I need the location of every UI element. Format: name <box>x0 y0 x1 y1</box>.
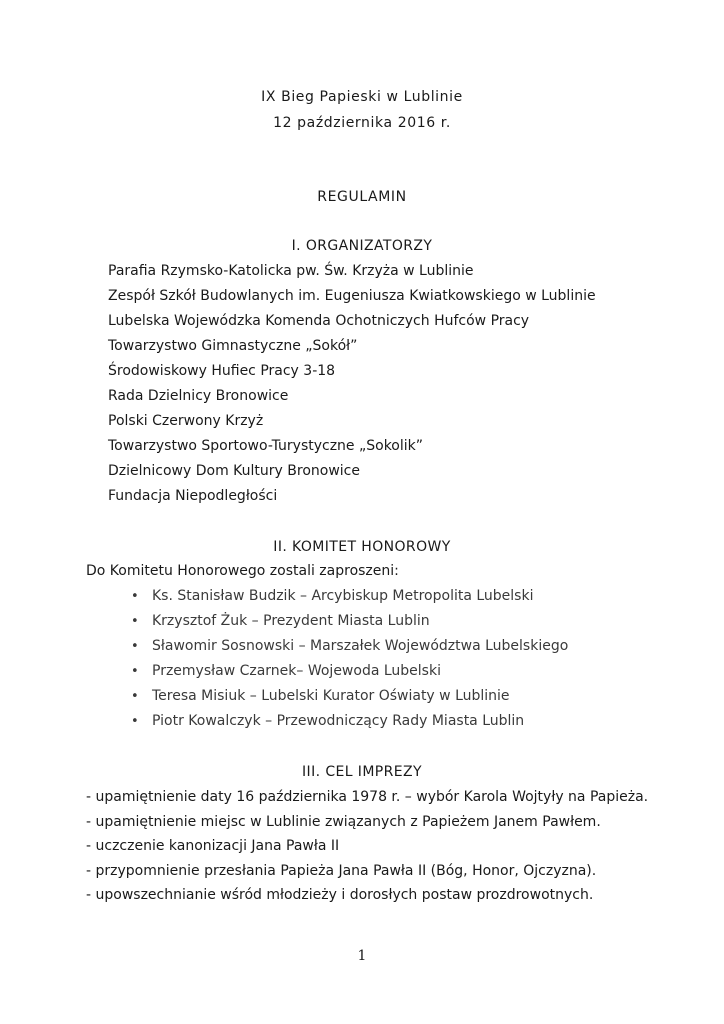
organizer-item: Zespół Szkół Budowlanych im. Eugeniusza Kwiatkowskiego w Lublinie <box>108 288 596 304</box>
goal-item: - upowszechnianie wśród młodzieży i dorosłych postaw prozdrowotnych. <box>86 887 594 903</box>
document-title: REGULAMIN <box>317 189 407 205</box>
committee-member: Ks. Stanisław Budzik – Arcybiskup Metropolita Lubelski <box>152 588 534 604</box>
event-title: IX Bieg Papieski w Lublinie <box>261 89 463 105</box>
bullet-icon: • <box>131 639 139 654</box>
organizer-item: Rada Dzielnicy Bronowice <box>108 388 289 404</box>
bullet-icon: • <box>131 664 139 679</box>
organizer-item: Fundacja Niepodległości <box>108 488 278 504</box>
goal-item: - uczczenie kanonizacji Jana Pawła II <box>86 838 340 854</box>
organizer-item: Dzielnicowy Dom Kultury Bronowice <box>108 463 360 479</box>
event-date: 12 października 2016 r. <box>273 115 451 131</box>
goal-item: - upamiętnienie miejsc w Lublinie związanych z Papieżem Janem Pawłem. <box>86 814 601 830</box>
committee-intro: Do Komitetu Honorowego zostali zaproszeni: <box>86 563 399 579</box>
organizer-item: Towarzystwo Sportowo-Turystyczne „Sokolik” <box>108 438 424 454</box>
committee-member: Przemysław Czarnek– Wojewoda Lubelski <box>152 663 441 679</box>
bullet-icon: • <box>131 614 139 629</box>
committee-member: Krzysztof Żuk – Prezydent Miasta Lublin <box>152 613 430 629</box>
organizer-item: Parafia Rzymsko-Katolicka pw. Św. Krzyża w Lublinie <box>108 263 474 279</box>
committee-member: Piotr Kowalczyk – Przewodniczący Rady Miasta Lublin <box>152 713 525 729</box>
committee-member: Sławomir Sosnowski – Marszałek Województwa Lubelskiego <box>152 638 569 654</box>
bullet-icon: • <box>131 714 139 729</box>
goal-item: - upamiętnienie daty 16 października 1978 r. – wybór Karola Wojtyły na Papieża. <box>86 789 649 805</box>
section-heading-organizers: I. ORGANIZATORZY <box>291 238 433 254</box>
committee-member: Teresa Misiuk – Lubelski Kurator Oświaty w Lublinie <box>152 688 510 704</box>
organizer-item: Polski Czerwony Krzyż <box>108 413 264 429</box>
section-heading-goals: III. CEL IMPREZY <box>302 764 422 780</box>
organizer-item: Towarzystwo Gimnastyczne „Sokół” <box>108 338 358 354</box>
organizer-item: Lubelska Wojewódzka Komenda Ochotniczych Hufców Pracy <box>108 313 530 329</box>
section-heading-committee: II. KOMITET HONOROWY <box>273 539 451 555</box>
organizer-item: Środowiskowy Hufiec Pracy 3-18 <box>108 363 336 379</box>
page-number: 1 <box>357 948 367 964</box>
bullet-icon: • <box>131 689 139 704</box>
bullet-icon: • <box>131 589 139 604</box>
goal-item: - przypomnienie przesłania Papieża Jana Pawła II (Bóg, Honor, Ojczyzna). <box>86 863 597 879</box>
